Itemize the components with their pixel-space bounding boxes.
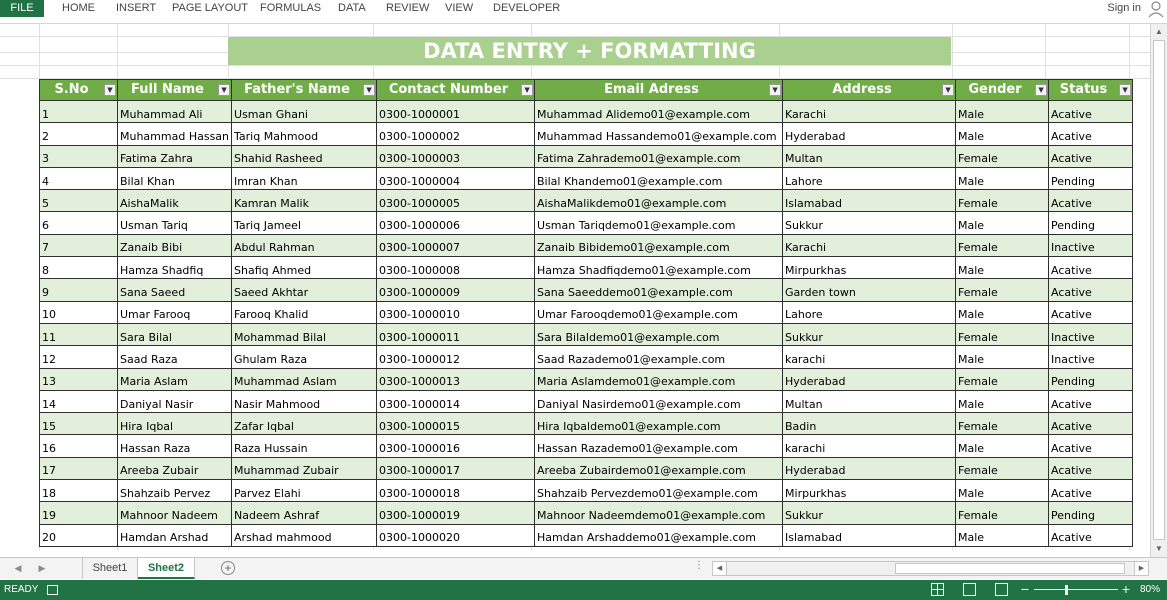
- cell-address[interactable]: Islamabad: [783, 190, 956, 212]
- cell-fathers-name[interactable]: Muhammad Aslam: [232, 368, 377, 390]
- cell-status[interactable]: Inactive: [1049, 234, 1133, 256]
- tab-data[interactable]: DATA: [338, 2, 366, 14]
- sheet-tab-sheet2[interactable]: Sheet2: [138, 558, 195, 579]
- page-break-view-icon[interactable]: [995, 583, 1008, 596]
- cell-status[interactable]: Acative: [1049, 524, 1133, 546]
- cell-address[interactable]: Hyderabad: [783, 368, 956, 390]
- cell-gender[interactable]: Female: [956, 413, 1049, 435]
- cell-full-name[interactable]: Areeba Zubair: [118, 457, 232, 479]
- header-fathers-name: Father's Name ▼: [232, 80, 377, 101]
- cell-email[interactable]: Muhammad Alidemo01@example.com: [535, 101, 783, 123]
- cell-status[interactable]: Acative: [1049, 279, 1133, 301]
- cell-status[interactable]: Acative: [1049, 257, 1133, 279]
- table-row: [40, 323, 1133, 345]
- cell-gender[interactable]: Male: [956, 123, 1049, 145]
- user-avatar-icon[interactable]: [1147, 0, 1165, 18]
- cell-status[interactable]: Acative: [1049, 123, 1133, 145]
- table-row: [40, 368, 1133, 390]
- cell-address[interactable]: Hyderabad: [783, 123, 956, 145]
- cell-address[interactable]: Hyderabad: [783, 457, 956, 479]
- cell-gender[interactable]: Male: [956, 167, 1049, 189]
- cell-contact-number[interactable]: 0300-1000012: [377, 346, 535, 368]
- cell-fathers-name[interactable]: Shafiq Ahmed: [232, 257, 377, 279]
- cell-address[interactable]: karachi: [783, 346, 956, 368]
- cell-status[interactable]: Pending: [1049, 368, 1133, 390]
- table-row: [40, 502, 1133, 524]
- cell-address[interactable]: Multan: [783, 390, 956, 412]
- cell-full-name[interactable]: Muhammad Ali: [118, 101, 232, 123]
- cell-contact-number[interactable]: 0300-1000018: [377, 480, 535, 502]
- cell-email[interactable]: Usman Tariqdemo01@example.com: [535, 212, 783, 234]
- add-sheet-icon[interactable]: +: [221, 561, 235, 575]
- tab-insert[interactable]: INSERT: [116, 2, 157, 14]
- page-layout-view-icon[interactable]: [963, 583, 976, 596]
- cell-full-name[interactable]: Shahzaib Pervez: [118, 480, 232, 502]
- cell-fathers-name[interactable]: Nadeem Ashraf: [232, 502, 377, 524]
- cell-gender[interactable]: Male: [956, 435, 1049, 457]
- cell-status[interactable]: Acative: [1049, 480, 1133, 502]
- cell-fathers-name[interactable]: Parvez Elahi: [232, 480, 377, 502]
- cell-email[interactable]: Muhammad Hassandemo01@example.com: [535, 123, 783, 145]
- cell-address[interactable]: Badin: [783, 413, 956, 435]
- table-row: [40, 413, 1133, 435]
- filter-dropdown-icon[interactable]: ▼: [218, 84, 230, 96]
- status-bar: [0, 580, 1167, 600]
- cell-address[interactable]: Garden town: [783, 279, 956, 301]
- cell-contact-number[interactable]: 0300-1000008: [377, 257, 535, 279]
- cell-fathers-name[interactable]: Saeed Akhtar: [232, 279, 377, 301]
- cell-gender[interactable]: Male: [956, 524, 1049, 546]
- table-row: [40, 167, 1133, 189]
- cell-gender[interactable]: Male: [956, 301, 1049, 323]
- cell-gender[interactable]: Male: [956, 480, 1049, 502]
- header-address: Address ▼: [783, 80, 956, 101]
- table-row: [40, 190, 1133, 212]
- cell-gender[interactable]: Male: [956, 212, 1049, 234]
- status-ready: READY: [4, 584, 39, 595]
- header-email-address: Email Adress ▼: [535, 80, 783, 101]
- cell-full-name[interactable]: Hamza Shadfiq: [118, 257, 232, 279]
- cell-gender[interactable]: Male: [956, 101, 1049, 123]
- cell-fathers-name[interactable]: Abdul Rahman: [232, 234, 377, 256]
- cell-contact-number[interactable]: 0300-1000004: [377, 167, 535, 189]
- scroll-thumb[interactable]: [1153, 40, 1165, 540]
- cell-status[interactable]: Acative: [1049, 457, 1133, 479]
- cell-status[interactable]: Acative: [1049, 301, 1133, 323]
- sheet-title: DATA ENTRY + FORMATTING: [228, 37, 951, 65]
- cell-contact-number[interactable]: 0300-1000001: [377, 101, 535, 123]
- cell-full-name[interactable]: Fatima Zahra: [118, 145, 232, 167]
- table-body: [40, 101, 1133, 547]
- cell-sno[interactable]: 20: [40, 524, 118, 546]
- cell-fathers-name[interactable]: Arshad mahmood: [232, 524, 377, 546]
- cell-full-name[interactable]: Usman Tariq: [118, 212, 232, 234]
- cell-address[interactable]: Sukkur: [783, 502, 956, 524]
- cell-fathers-name[interactable]: Nasir Mahmood: [232, 390, 377, 412]
- cell-fathers-name[interactable]: Zafar Iqbal: [232, 413, 377, 435]
- cell-status[interactable]: Pending: [1049, 212, 1133, 234]
- cell-sno[interactable]: 16: [40, 435, 118, 457]
- cell-email[interactable]: Hira Iqbaldemo01@example.com: [535, 413, 783, 435]
- cell-sno[interactable]: 7: [40, 234, 118, 256]
- cell-status[interactable]: Pending: [1049, 167, 1133, 189]
- scroll-right-icon[interactable]: ▶: [1134, 562, 1148, 575]
- tab-view[interactable]: VIEW: [445, 2, 474, 14]
- gridline: [0, 65, 1150, 66]
- filter-dropdown-icon[interactable]: ▼: [769, 84, 781, 96]
- table-row: [40, 212, 1133, 234]
- horizontal-scroll-thumb[interactable]: [895, 563, 1125, 574]
- table-row: [40, 457, 1133, 479]
- cell-email[interactable]: Bilal Khandemo01@example.com: [535, 167, 783, 189]
- filter-dropdown-icon[interactable]: ▼: [104, 84, 116, 96]
- cell-gender[interactable]: Female: [956, 234, 1049, 256]
- cell-contact-number[interactable]: 0300-1000005: [377, 190, 535, 212]
- cell-sno[interactable]: 11: [40, 323, 118, 345]
- table-row: [40, 257, 1133, 279]
- scroll-left-icon[interactable]: ◀: [713, 562, 727, 575]
- table-row: [40, 301, 1133, 323]
- cell-email[interactable]: Hassan Razademo01@example.com: [535, 435, 783, 457]
- filter-dropdown-icon[interactable]: ▼: [363, 84, 375, 96]
- cell-address[interactable]: Karachi: [783, 101, 956, 123]
- header-status: Status ▼: [1049, 80, 1133, 101]
- cell-contact-number[interactable]: 0300-1000007: [377, 234, 535, 256]
- cell-email[interactable]: Sana Saeeddemo01@example.com: [535, 279, 783, 301]
- cell-address[interactable]: Lahore: [783, 167, 956, 189]
- cell-full-name[interactable]: AishaMalik: [118, 190, 232, 212]
- cell-gender[interactable]: Female: [956, 457, 1049, 479]
- cell-email[interactable]: Shahzaib Pervezdemo01@example.com: [535, 480, 783, 502]
- next-sheet-icon[interactable]: ▶: [38, 563, 46, 573]
- cell-sno[interactable]: 18: [40, 480, 118, 502]
- tab-review[interactable]: REVIEW: [386, 2, 430, 14]
- cell-sno[interactable]: 8: [40, 257, 118, 279]
- cell-address[interactable]: Sukkur: [783, 212, 956, 234]
- cell-email[interactable]: Saad Razademo01@example.com: [535, 346, 783, 368]
- tab-home[interactable]: HOME: [62, 2, 95, 14]
- cell-sno[interactable]: 2: [40, 123, 118, 145]
- sheet-tab-bar: [0, 557, 1167, 579]
- cell-status[interactable]: Acative: [1049, 390, 1133, 412]
- cell-full-name[interactable]: Zanaib Bibi: [118, 234, 232, 256]
- table-row: [40, 101, 1133, 123]
- cell-contact-number[interactable]: 0300-1000002: [377, 123, 535, 145]
- scroll-down-icon[interactable]: ▼: [1155, 544, 1163, 553]
- cell-contact-number[interactable]: 0300-1000010: [377, 301, 535, 323]
- cell-sno[interactable]: 3: [40, 145, 118, 167]
- filter-dropdown-icon[interactable]: ▼: [1119, 84, 1131, 96]
- cell-email[interactable]: Fatima Zahrademo01@example.com: [535, 145, 783, 167]
- cell-contact-number[interactable]: 0300-1000009: [377, 279, 535, 301]
- cell-email[interactable]: Maria Aslamdemo01@example.com: [535, 368, 783, 390]
- filter-dropdown-icon[interactable]: ▼: [521, 84, 533, 96]
- cell-fathers-name[interactable]: Usman Ghani: [232, 101, 377, 123]
- header-row: [40, 80, 1133, 101]
- cell-fathers-name[interactable]: Imran Khan: [232, 167, 377, 189]
- cell-address[interactable]: Multan: [783, 145, 956, 167]
- cell-sno[interactable]: 13: [40, 368, 118, 390]
- data-table: [39, 79, 1133, 547]
- cell-email[interactable]: Hamdan Arshaddemo01@example.com: [535, 524, 783, 546]
- cell-contact-number[interactable]: 0300-1000015: [377, 413, 535, 435]
- cell-gender[interactable]: Male: [956, 390, 1049, 412]
- zoom-slider-knob[interactable]: [1065, 585, 1068, 595]
- cell-contact-number[interactable]: 0300-1000017: [377, 457, 535, 479]
- cell-address[interactable]: Islamabad: [783, 524, 956, 546]
- ribbon-menu-bar: [0, 0, 1167, 24]
- cell-sno[interactable]: 10: [40, 301, 118, 323]
- worksheet-grid[interactable]: [0, 24, 1150, 550]
- cell-fathers-name[interactable]: Shahid Rasheed: [232, 145, 377, 167]
- vertical-scrollbar[interactable]: [1150, 24, 1167, 557]
- cell-gender[interactable]: Female: [956, 502, 1049, 524]
- header-contact-number: Contact Number ▼: [377, 80, 535, 101]
- cell-gender[interactable]: Female: [956, 145, 1049, 167]
- cell-sno[interactable]: 5: [40, 190, 118, 212]
- cell-email[interactable]: Daniyal Nasirdemo01@example.com: [535, 390, 783, 412]
- zoom-level[interactable]: 80%: [1140, 584, 1161, 595]
- cell-status[interactable]: Inactive: [1049, 346, 1133, 368]
- cell-gender[interactable]: Female: [956, 368, 1049, 390]
- cell-sno[interactable]: 12: [40, 346, 118, 368]
- table-row: [40, 480, 1133, 502]
- cell-fathers-name[interactable]: Muhammad Zubair: [232, 457, 377, 479]
- table-row: [40, 145, 1133, 167]
- cell-full-name[interactable]: Sara Bilal: [118, 323, 232, 345]
- zoom-slider[interactable]: [1034, 589, 1118, 590]
- cell-address[interactable]: Lahore: [783, 301, 956, 323]
- cell-status[interactable]: Inactive: [1049, 323, 1133, 345]
- cell-contact-number[interactable]: 0300-1000016: [377, 435, 535, 457]
- cell-email[interactable]: Umar Farooqdemo01@example.com: [535, 301, 783, 323]
- cell-full-name[interactable]: Saad Raza: [118, 346, 232, 368]
- horizontal-scrollbar[interactable]: [712, 561, 1149, 576]
- cell-full-name[interactable]: Hassan Raza: [118, 435, 232, 457]
- tab-formulas[interactable]: FORMULAS: [260, 2, 322, 14]
- filter-dropdown-icon[interactable]: ▼: [1035, 84, 1047, 96]
- cell-fathers-name[interactable]: Tariq Jameel: [232, 212, 377, 234]
- zoom-out-button[interactable]: −: [1020, 581, 1030, 597]
- cell-status[interactable]: Acative: [1049, 101, 1133, 123]
- sign-in-link[interactable]: Sign in: [1107, 2, 1141, 14]
- cell-contact-number[interactable]: 0300-1000006: [377, 212, 535, 234]
- cell-sno[interactable]: 19: [40, 502, 118, 524]
- cell-fathers-name[interactable]: Raza Hussain: [232, 435, 377, 457]
- cell-sno[interactable]: 15: [40, 413, 118, 435]
- cell-full-name[interactable]: Bilal Khan: [118, 167, 232, 189]
- cell-fathers-name[interactable]: Farooq Khalid: [232, 301, 377, 323]
- cell-gender[interactable]: Male: [956, 346, 1049, 368]
- header-gender: Gender ▼: [956, 80, 1049, 101]
- cell-sno[interactable]: 14: [40, 390, 118, 412]
- cell-contact-number[interactable]: 0300-1000014: [377, 390, 535, 412]
- cell-fathers-name[interactable]: Ghulam Raza: [232, 346, 377, 368]
- tab-developer[interactable]: DEVELOPER: [493, 2, 561, 14]
- tab-split-handle[interactable]: ⋮: [694, 560, 704, 571]
- table-row: [40, 279, 1133, 301]
- cell-full-name[interactable]: Daniyal Nasir: [118, 390, 232, 412]
- sheet-tab-sheet1[interactable]: Sheet1: [82, 558, 138, 579]
- normal-view-icon[interactable]: [931, 583, 944, 596]
- cell-email[interactable]: Mahnoor Nadeemdemo01@example.com: [535, 502, 783, 524]
- cell-sno[interactable]: 17: [40, 457, 118, 479]
- table-row: [40, 123, 1133, 145]
- cell-full-name[interactable]: Hamdan Arshad: [118, 524, 232, 546]
- cell-contact-number[interactable]: 0300-1000003: [377, 145, 535, 167]
- cell-email[interactable]: Sara Bilaldemo01@example.com: [535, 323, 783, 345]
- cell-fathers-name[interactable]: Mohammad Bilal: [232, 323, 377, 345]
- cell-status[interactable]: Acative: [1049, 145, 1133, 167]
- filter-dropdown-icon[interactable]: ▼: [942, 84, 954, 96]
- cell-sno[interactable]: 4: [40, 167, 118, 189]
- cell-contact-number[interactable]: 0300-1000011: [377, 323, 535, 345]
- cell-sno[interactable]: 6: [40, 212, 118, 234]
- cell-status[interactable]: Acative: [1049, 435, 1133, 457]
- tab-page-layout[interactable]: PAGE LAYOUT: [172, 2, 249, 14]
- cell-email[interactable]: Areeba Zubairdemo01@example.com: [535, 457, 783, 479]
- cell-address[interactable]: Mirpurkhas: [783, 480, 956, 502]
- cell-address[interactable]: Sukkur: [783, 323, 956, 345]
- cell-full-name[interactable]: Muhammad Hassan: [118, 123, 232, 145]
- table-row: [40, 435, 1133, 457]
- cell-full-name[interactable]: Sana Saeed: [118, 279, 232, 301]
- cell-sno[interactable]: 1: [40, 101, 118, 123]
- cell-full-name[interactable]: Hira Iqbal: [118, 413, 232, 435]
- cell-full-name[interactable]: Mahnoor Nadeem: [118, 502, 232, 524]
- prev-sheet-icon[interactable]: ◀: [14, 563, 22, 573]
- cell-contact-number[interactable]: 0300-1000013: [377, 368, 535, 390]
- cell-full-name[interactable]: Maria Aslam: [118, 368, 232, 390]
- zoom-in-button[interactable]: +: [1121, 581, 1131, 597]
- cell-full-name[interactable]: Umar Farooq: [118, 301, 232, 323]
- file-tab[interactable]: FILE: [0, 0, 44, 17]
- cell-contact-number[interactable]: 0300-1000020: [377, 524, 535, 546]
- table-row: [40, 390, 1133, 412]
- cell-sno[interactable]: 9: [40, 279, 118, 301]
- header-full-name: Full Name ▼: [118, 80, 232, 101]
- cell-address[interactable]: Karachi: [783, 234, 956, 256]
- cell-address[interactable]: Mirpurkhas: [783, 257, 956, 279]
- cell-gender[interactable]: Female: [956, 279, 1049, 301]
- cell-gender[interactable]: Male: [956, 257, 1049, 279]
- cell-status[interactable]: Acative: [1049, 413, 1133, 435]
- table-row: [40, 346, 1133, 368]
- table-row: [40, 524, 1133, 546]
- cell-gender[interactable]: Female: [956, 323, 1049, 345]
- cell-fathers-name[interactable]: Kamran Malik: [232, 190, 377, 212]
- cell-status[interactable]: Acative: [1049, 190, 1133, 212]
- macro-record-icon[interactable]: [47, 585, 58, 595]
- cell-contact-number[interactable]: 0300-1000019: [377, 502, 535, 524]
- scroll-up-icon[interactable]: ▲: [1155, 27, 1163, 36]
- cell-gender[interactable]: Female: [956, 190, 1049, 212]
- cell-status[interactable]: Pending: [1049, 502, 1133, 524]
- cell-address[interactable]: karachi: [783, 435, 956, 457]
- header-sno: S.No ▼: [40, 80, 118, 101]
- cell-email[interactable]: Hamza Shadfiqdemo01@example.com: [535, 257, 783, 279]
- table-row: [40, 234, 1133, 256]
- cell-email[interactable]: Zanaib Bibidemo01@example.com: [535, 234, 783, 256]
- cell-email[interactable]: AishaMalikdemo01@example.com: [535, 190, 783, 212]
- cell-fathers-name[interactable]: Tariq Mahmood: [232, 123, 377, 145]
